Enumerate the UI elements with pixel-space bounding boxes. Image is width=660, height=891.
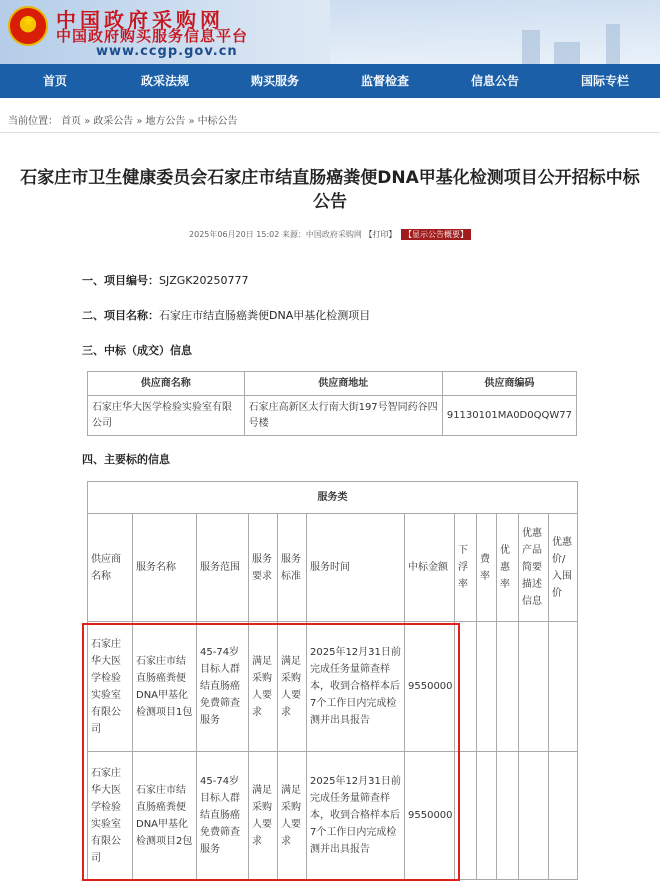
table-header: 供应商编码: [442, 372, 576, 396]
publish-date: 2025年06月20日 15:02: [189, 230, 280, 239]
table-header: 供应商地址: [244, 372, 442, 396]
site-title[interactable]: 中国政府采购网: [56, 8, 224, 32]
service-scope-cell: 45-74岁目标人群结直肠癌免费筛查服务: [197, 622, 249, 752]
supplier-code-cell: 91130101MA0D0QQW77: [442, 396, 576, 436]
empty-cell: [455, 622, 477, 752]
empty-cell: [519, 752, 549, 880]
breadcrumb-local-link[interactable]: 地方公告: [145, 116, 186, 127]
site-url: www.ccgp.gov.cn: [96, 44, 238, 59]
skyline-building: [522, 30, 540, 64]
breadcrumb-award-link[interactable]: 中标公告: [197, 116, 238, 127]
service-req-cell: 满足采购人要求: [249, 752, 278, 880]
empty-cell: [497, 752, 519, 880]
supplier-cell: 石家庄华大医学检验实验室有限公司: [88, 752, 133, 880]
service-name-cell: 石家庄市结直肠癌粪便DNA甲基化检测项目1包: [133, 622, 197, 752]
table-header: 下浮率: [455, 514, 477, 622]
service-time-cell: 2025年12月31日前完成任务量筛查样本，收到合格样本后7个工作日内完成检测并出具报告: [307, 752, 405, 880]
empty-cell: [477, 752, 497, 880]
nav-item-home[interactable]: 首页: [42, 74, 67, 88]
nav-item-regulations[interactable]: 政采法规: [140, 74, 189, 88]
empty-cell: [455, 752, 477, 880]
breadcrumb-announcements-link[interactable]: 政采公告: [93, 116, 134, 127]
supplier-name-cell: 石家庄华大医学检验实验室有限公司: [88, 396, 245, 436]
section-heading: 四、主要标的信息: [82, 453, 170, 466]
print-link[interactable]: 【打印】: [364, 230, 397, 239]
source: 来源：中国政府采购网: [281, 230, 362, 239]
service-table: [87, 481, 578, 880]
award-amount-cell: 9550000: [405, 752, 455, 880]
show-summary-button[interactable]: 【显示公告概要】: [401, 229, 471, 240]
table-header: 供应商名称: [88, 514, 133, 622]
supplier-table: [87, 371, 577, 436]
table-row: [88, 622, 578, 752]
empty-cell: [519, 622, 549, 752]
page-title-line1: 石家庄市卫生健康委员会石家庄市结直肠癌粪便DNA甲基化检测项目公开招标中标: [20, 168, 640, 188]
table-header: 服务名称: [133, 514, 197, 622]
section-project-name: [82, 307, 370, 323]
service-req-cell: 满足采购人要求: [249, 622, 278, 752]
service-time-cell: 2025年12月31日前完成任务量筛查样本，收到合格样本后7个工作日内完成检测并出具报告: [307, 622, 405, 752]
table-header: 供应商名称: [88, 372, 245, 396]
nav-item-international[interactable]: 国际专栏: [580, 74, 629, 88]
project-number: SJZGK20250777: [159, 274, 249, 287]
section-main-items: [82, 451, 170, 467]
breadcrumb-separator: »: [84, 116, 91, 127]
breadcrumb-separator: »: [136, 116, 143, 127]
table-caption: 服务类: [88, 482, 578, 514]
breadcrumb: [8, 112, 238, 127]
skyline-building: [606, 24, 620, 64]
service-scope-cell: 45-74岁目标人群结直肠癌免费筛查服务: [197, 752, 249, 880]
page-title: [10, 166, 650, 214]
article-meta: [0, 229, 660, 240]
site-header: [0, 0, 660, 64]
table-header: 优惠产品简要描述信息: [519, 514, 549, 622]
table-header: 优惠率: [497, 514, 519, 622]
divider: [0, 132, 660, 133]
empty-cell: [477, 622, 497, 752]
page-title-line2: 公告: [313, 192, 347, 212]
section-label: 一、项目编号：: [82, 274, 159, 287]
table-header: 服务时间: [307, 514, 405, 622]
empty-cell: [497, 622, 519, 752]
nav-item-purchase-services[interactable]: 购买服务: [250, 74, 299, 88]
award-amount-cell: 9550000: [405, 622, 455, 752]
supplier-address-cell: 石家庄高新区太行南大街197号智同药谷四号楼: [244, 396, 442, 436]
section-label: 二、项目名称：: [82, 309, 159, 322]
supplier-cell: 石家庄华大医学检验实验室有限公司: [88, 622, 133, 752]
table-header: 费率: [477, 514, 497, 622]
breadcrumb-prefix: 当前位置：: [8, 116, 58, 127]
empty-cell: [549, 622, 578, 752]
skyline-building: [554, 42, 580, 64]
table-header: 优惠价/入围价: [549, 514, 578, 622]
section-award-info: [82, 342, 192, 358]
site-subtitle: 中国政府购买服务信息平台: [56, 27, 249, 45]
empty-cell: [549, 752, 578, 880]
section-project-number: [82, 272, 249, 288]
service-std-cell: 满足采购人要求: [278, 752, 307, 880]
table-row: [88, 752, 578, 880]
breadcrumb-home-link[interactable]: 首页: [61, 116, 82, 127]
section-heading: 三、中标（成交）信息: [82, 344, 192, 357]
nav-item-announcements[interactable]: 信息公告: [470, 74, 519, 88]
table-header: 服务范围: [197, 514, 249, 622]
project-name: 石家庄市结直肠癌粪便DNA甲基化检测项目: [159, 309, 371, 322]
service-name-cell: 石家庄市结直肠癌粪便DNA甲基化检测项目2包: [133, 752, 197, 880]
breadcrumb-separator: »: [188, 116, 195, 127]
table-header: 服务要求: [249, 514, 278, 622]
national-emblem-icon: ★: [8, 6, 48, 46]
nav-item-supervision[interactable]: 监督检查: [360, 74, 409, 88]
service-std-cell: 满足采购人要求: [278, 622, 307, 752]
main-nav: [0, 64, 660, 98]
table-header: 中标金额: [405, 514, 455, 622]
table-header: 服务标准: [278, 514, 307, 622]
